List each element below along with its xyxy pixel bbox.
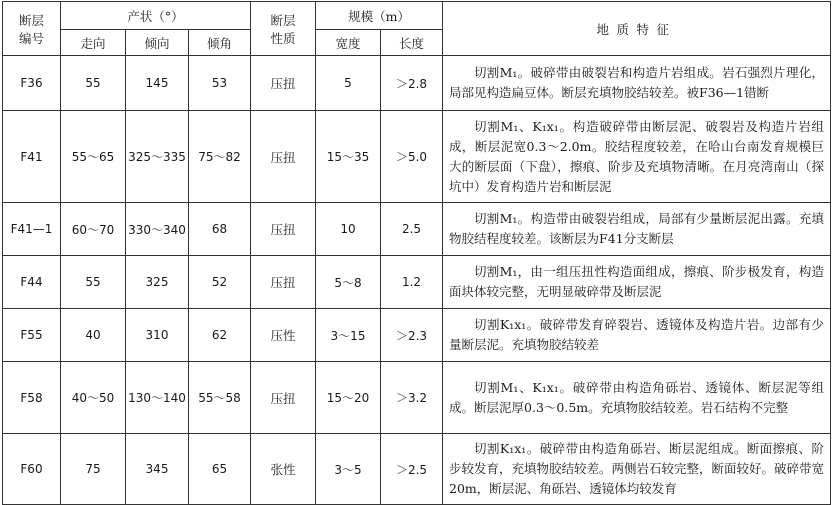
header-attitude: 产状（°） (61, 2, 251, 30)
header-fault-no-line1: 断层 (18, 12, 44, 28)
width-cell: 3～5 (316, 434, 381, 505)
dip-angle-cell: 55～58 (189, 362, 251, 434)
dip-direction-cell: 345 (126, 434, 189, 505)
length-cell: ＞3.2 (381, 362, 443, 434)
geology-cell: 切割M₁。构造带由破裂岩组成，局部有少量断层泥出露。充填物胶结程度较差。该断层为F41分支断层 (443, 203, 831, 256)
strike-cell: 40～50 (61, 362, 126, 434)
length-cell: ＞2.5 (381, 434, 443, 505)
table-body (3, 56, 831, 505)
table-row (3, 362, 831, 434)
geology-cell: 切割M₁、K₁x₁。破碎带由构造角砾岩、透镜体、断层泥等组成。断层泥厚0.3～0.5m。充填物胶结较差。岩石结构不完整 (443, 362, 831, 434)
nature-cell: 压扭 (251, 56, 316, 111)
length-cell: ＞2.3 (381, 309, 443, 362)
width-cell: 5 (316, 56, 381, 111)
table-row (3, 203, 831, 256)
geology-cell: 切割K₁x₁。破碎带发育碎裂岩、透镜体及构造片岩。边部有少量断层泥。充填物胶结较差 (443, 309, 831, 362)
length-cell: ＞2.8 (381, 56, 443, 111)
strike-cell: 55 (61, 56, 126, 111)
geology-cell: 切割M₁、K₁x₁。构造破碎带由断层泥、破裂岩及构造片岩组成，断层泥宽0.3～2.0m。胶结程度较差，在哈山台南发育规模巨大的断层面（下盘），擦痕、阶步及充填物清晰。在月亮湾南山（探坑中）发育构造片岩和断层泥 (443, 111, 831, 203)
dip-direction-cell: 310 (126, 309, 189, 362)
table-row (3, 434, 831, 505)
strike-cell: 60～70 (61, 203, 126, 256)
length-cell: 1.2 (381, 256, 443, 309)
dip-angle-cell: 65 (189, 434, 251, 505)
header-width: 宽度 (316, 30, 381, 56)
fault-id-cell: F58 (3, 362, 61, 434)
header-length: 长度 (381, 30, 443, 56)
fault-id-cell: F44 (3, 256, 61, 309)
header-fault-no (3, 2, 61, 56)
nature-cell: 张性 (251, 434, 316, 505)
width-cell: 10 (316, 203, 381, 256)
strike-cell: 55～65 (61, 111, 126, 203)
nature-cell: 压扭 (251, 256, 316, 309)
fault-id-cell: F41 (3, 111, 61, 203)
fault-id-cell: F60 (3, 434, 61, 505)
nature-cell: 压扭 (251, 111, 316, 203)
dip-angle-cell: 53 (189, 56, 251, 111)
dip-direction-cell: 145 (126, 56, 189, 111)
header-geology: 地质特征 (443, 2, 831, 56)
header-dip-angle: 倾角 (189, 30, 251, 56)
width-cell: 15～35 (316, 111, 381, 203)
fault-id-cell: F55 (3, 309, 61, 362)
header-dip-direction: 倾向 (126, 30, 189, 56)
width-cell: 3～15 (316, 309, 381, 362)
header-nature (251, 2, 316, 56)
strike-cell: 55 (61, 256, 126, 309)
nature-cell: 压性 (251, 309, 316, 362)
geology-cell: 切割M₁，由一组压扭性构造面组成，擦痕、阶步极发育，构造面块体较完整，无明显破碎带及断层泥 (443, 256, 831, 309)
strike-cell: 75 (61, 434, 126, 505)
header-fault-no-line2: 编号 (18, 30, 44, 46)
width-cell: 15～20 (316, 362, 381, 434)
dip-direction-cell: 325 (126, 256, 189, 309)
table-row (3, 256, 831, 309)
dip-direction-cell: 325～335 (126, 111, 189, 203)
table-row (3, 111, 831, 203)
dip-direction-cell: 130～140 (126, 362, 189, 434)
length-cell: ＞5.0 (381, 111, 443, 203)
length-cell: 2.5 (381, 203, 443, 256)
dip-angle-cell: 62 (189, 309, 251, 362)
geology-cell: 切割K₁x₁。破碎带由构造角砾岩、断层泥组成。断面擦痕、阶步较发育，充填物胶结较差。两侧岩石较完整，断面较好。破碎带宽20m，断层泥、角砾岩、透镜体均较发育 (443, 434, 831, 505)
strike-cell: 40 (61, 309, 126, 362)
table-row (3, 309, 831, 362)
fault-id-cell: F41—1 (3, 203, 61, 256)
header-strike: 走向 (61, 30, 126, 56)
dip-direction-cell: 330～340 (126, 203, 189, 256)
dip-angle-cell: 75～82 (189, 111, 251, 203)
table-header (3, 2, 831, 56)
header-nature-line1: 断层 (270, 12, 296, 28)
dip-angle-cell: 52 (189, 256, 251, 309)
table-row (3, 56, 831, 111)
nature-cell: 压扭 (251, 203, 316, 256)
nature-cell: 压扭 (251, 362, 316, 434)
width-cell: 5～8 (316, 256, 381, 309)
geology-cell: 切割M₁。破碎带由破裂岩和构造片岩组成。岩石强烈片理化，局部见构造扁豆体。断层充填物胶结较差。被F36—1错断 (443, 56, 831, 111)
dip-angle-cell: 68 (189, 203, 251, 256)
header-nature-line2: 性质 (270, 30, 296, 46)
fault-table (2, 1, 831, 505)
fault-id-cell: F36 (3, 56, 61, 111)
header-scale: 规模（m） (316, 2, 443, 30)
